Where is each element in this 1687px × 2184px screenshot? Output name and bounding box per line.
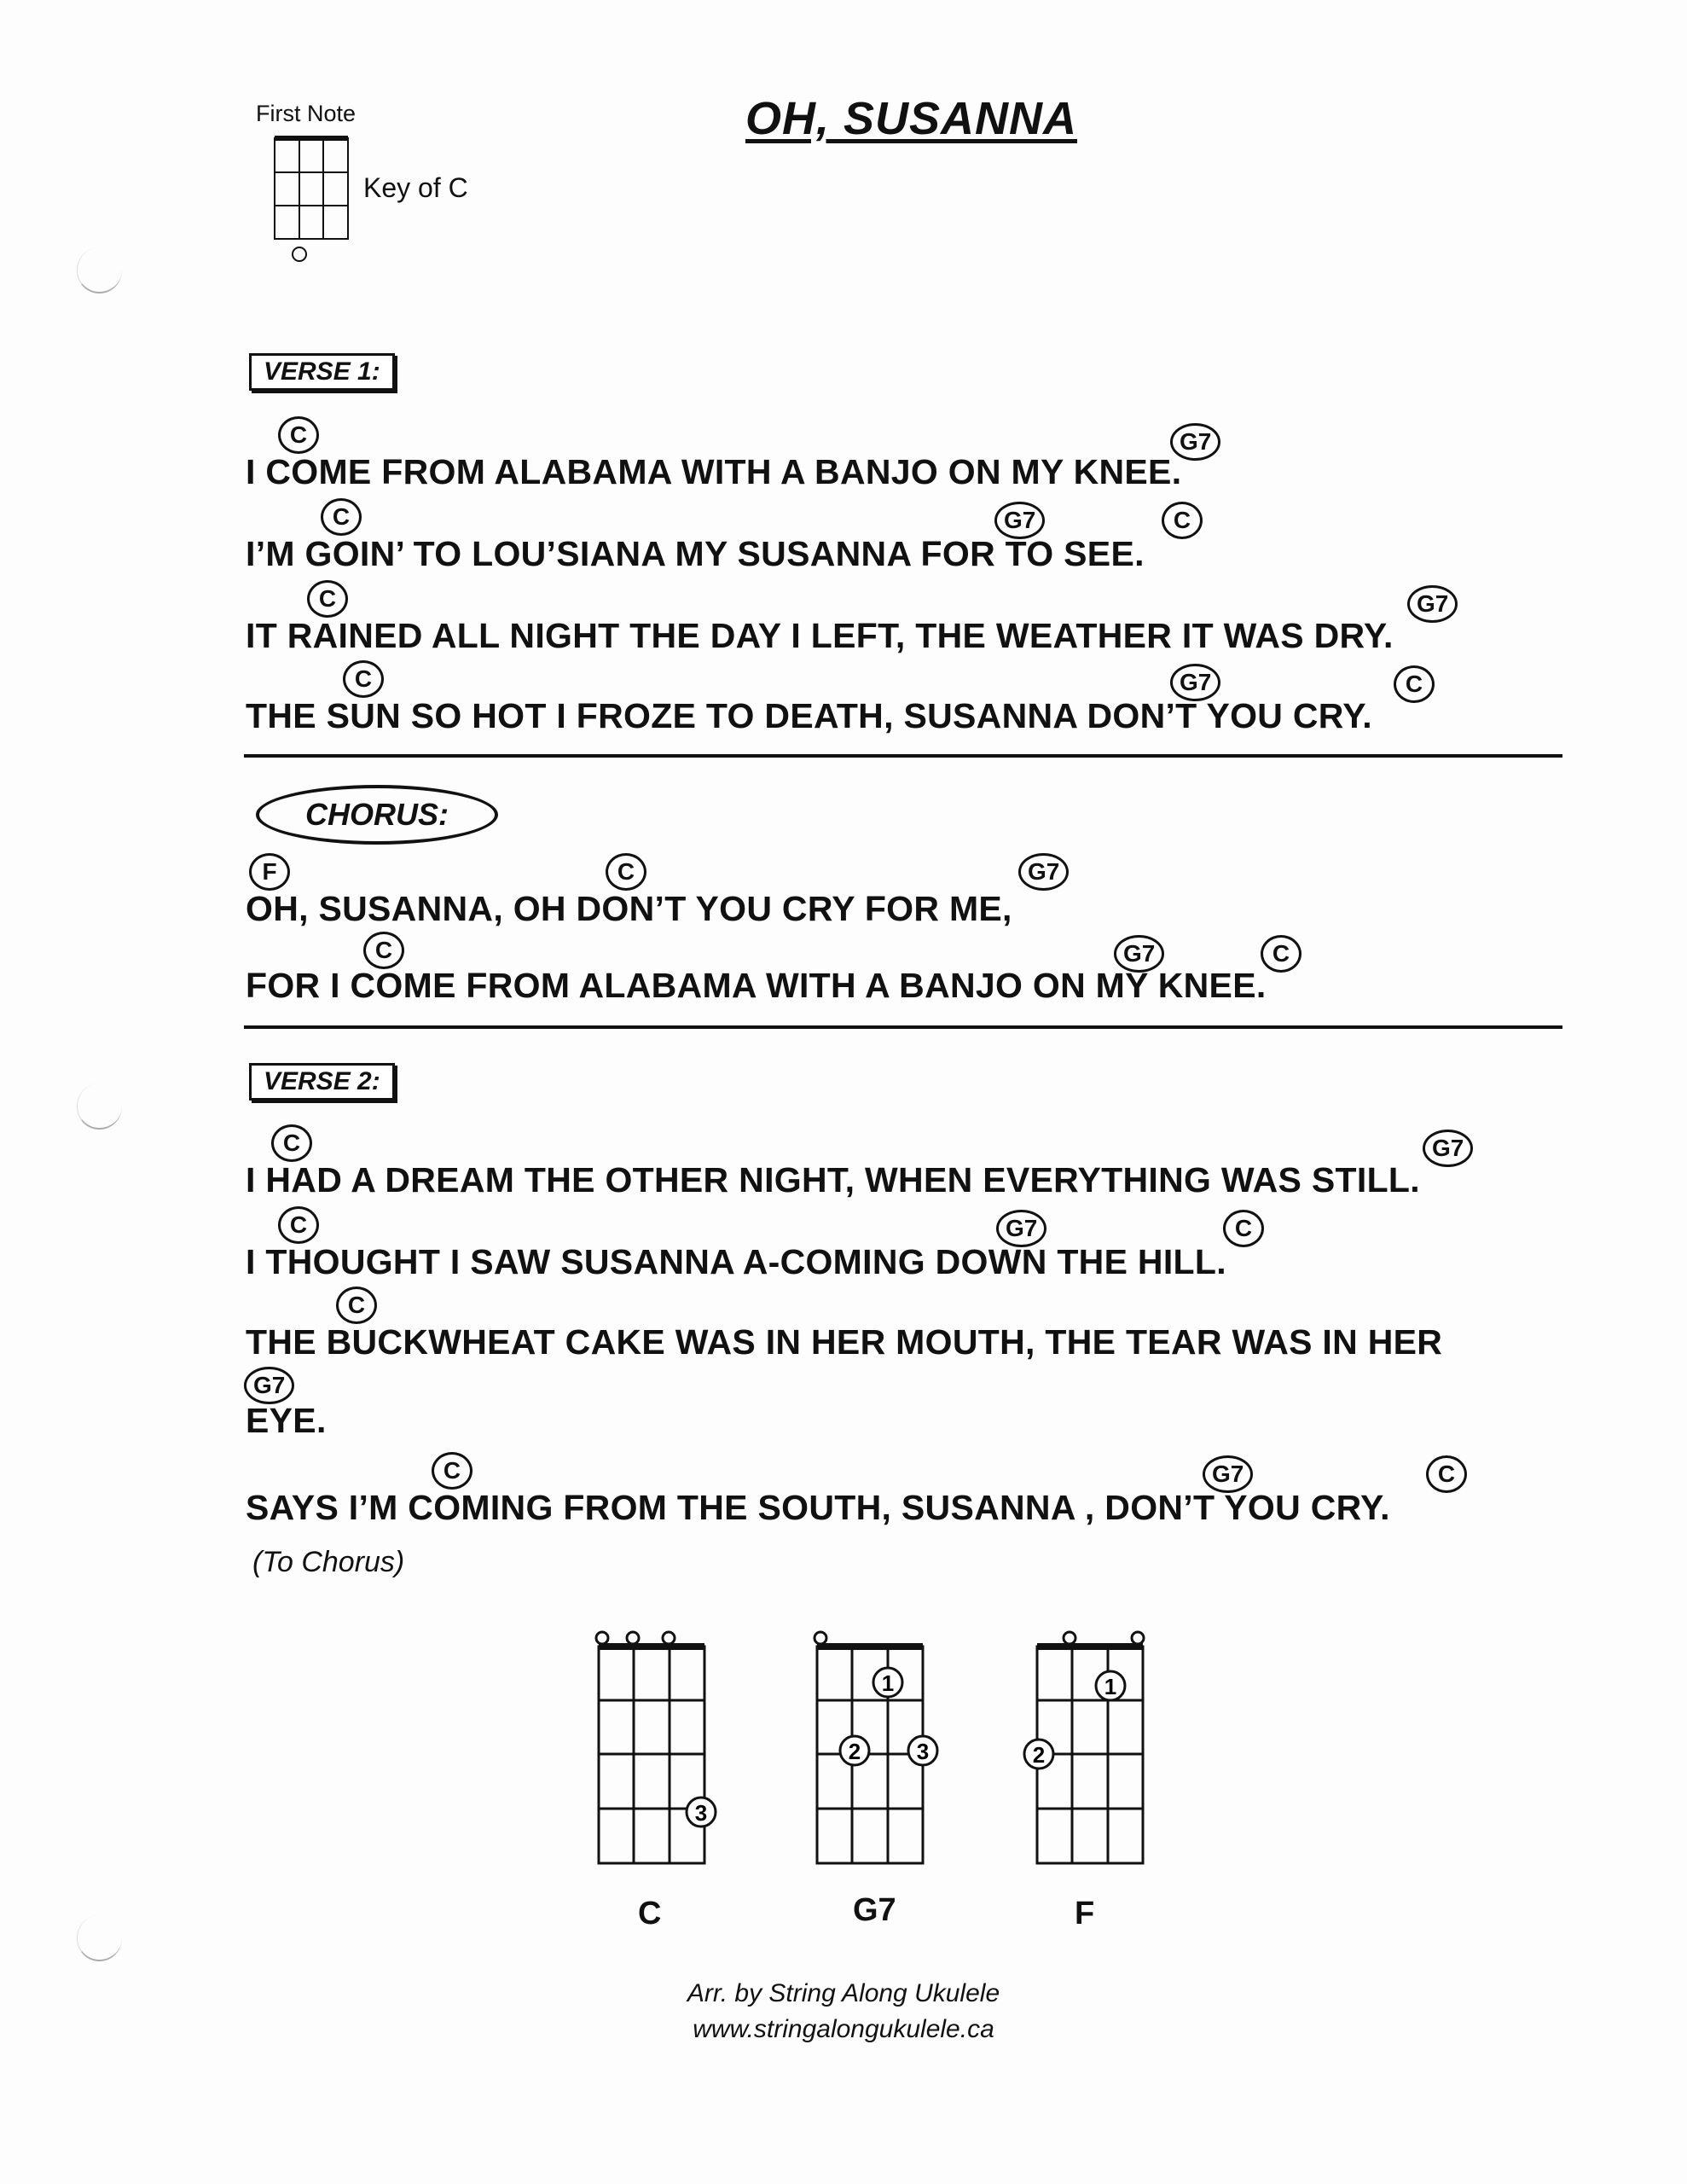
verse2-line1: I HAD A DREAM THE OTHER NIGHT, WHEN EVERYTHING WAS STILL. — [246, 1160, 1420, 1199]
chord-name-c: C — [638, 1896, 662, 1931]
first-note-diagram — [271, 135, 353, 271]
chord-c: C — [278, 1206, 319, 1244]
chord-c: C — [1426, 1455, 1467, 1493]
verse2-line5: SAYS I’M COMING FROM THE SOUTH, SUSANNA , DON’T YOU CRY. — [246, 1488, 1390, 1527]
chorus-label: CHORUS: — [256, 785, 498, 845]
verse2-line4: EYE. — [246, 1401, 327, 1440]
binder-hole-top — [77, 247, 122, 293]
verse1-line1: I COME FROM ALABAMA WITH A BANJO ON MY KNEE. — [246, 452, 1182, 491]
binder-hole-bottom — [77, 1915, 122, 1961]
chord-name-g7: G7 — [853, 1892, 896, 1928]
chord-g7: G7 — [1018, 853, 1069, 891]
verse2-line3: THE BUCKWHEAT CAKE WAS IN HER MOUTH, THE TEAR WAS IN HER — [246, 1322, 1443, 1362]
verse2-line2: I THOUGHT I SAW SUSANNA A-COMING DOWN THE HILL. — [246, 1242, 1226, 1281]
chord-c: C — [1223, 1210, 1264, 1247]
chord-diagram-c — [588, 1626, 725, 1872]
verse2-label: VERSE 2: — [249, 1063, 395, 1101]
website-url: www.stringalongukulele.ca — [693, 2015, 994, 2043]
chorus-line2: FOR I COME FROM ALABAMA WITH A BANJO ON MY KNEE. — [246, 966, 1267, 1005]
chord-c: C — [363, 932, 404, 969]
chorus-line1: OH, SUSANNA, OH DON’T YOU CRY FOR ME, — [246, 889, 1012, 928]
chord-g7: G7 — [1170, 664, 1220, 701]
chord-c: C — [278, 416, 319, 454]
finger-1: 1 — [881, 1670, 895, 1696]
finger-3: 3 — [916, 1739, 930, 1764]
chord-g7: G7 — [1423, 1130, 1473, 1167]
divider — [244, 1025, 1562, 1029]
chord-c: C — [1394, 665, 1435, 703]
chord-g7: G7 — [244, 1367, 294, 1404]
verse1-line4: THE SUN SO HOT I FROZE TO DEATH, SUSANNA DON’T YOU CRY. — [246, 696, 1372, 735]
first-note-label: First Note — [256, 101, 357, 126]
chord-g7: G7 — [1114, 935, 1164, 973]
chord-g7: G7 — [1407, 585, 1458, 623]
song-title: OH, SUSANNA — [745, 93, 1078, 144]
chord-c: C — [307, 580, 348, 618]
chord-g7: G7 — [1170, 423, 1220, 461]
credit-text: Arr. by String Along Ukulele — [687, 1979, 1000, 2007]
finger-2: 2 — [1032, 1742, 1046, 1768]
chord-c: C — [1261, 935, 1301, 973]
chord-g7: G7 — [996, 1210, 1046, 1247]
chord-c: C — [1162, 502, 1203, 539]
chord-c: C — [271, 1124, 312, 1162]
verse1-line3: IT RAINED ALL NIGHT THE DAY I LEFT, THE WEATHER IT WAS DRY. — [246, 616, 1394, 655]
key-label: Key of C — [363, 172, 468, 203]
chord-c: C — [432, 1452, 472, 1490]
binder-hole-middle — [77, 1083, 122, 1130]
chord-c: C — [606, 853, 646, 891]
chord-name-f: F — [1075, 1896, 1095, 1931]
chord-c: C — [321, 498, 362, 536]
finger-2: 2 — [848, 1739, 861, 1764]
chord-diagram-f — [1022, 1626, 1158, 1872]
chord-c: C — [336, 1287, 377, 1324]
verse1-label: VERSE 1: — [249, 353, 395, 391]
chord-diagram-g7 — [807, 1626, 943, 1872]
chord-c: C — [343, 660, 384, 698]
to-chorus-note: (To Chorus) — [252, 1546, 405, 1578]
chord-g7: G7 — [1203, 1455, 1253, 1493]
finger-1: 1 — [1104, 1674, 1117, 1699]
finger-3: 3 — [694, 1800, 708, 1826]
chord-f: F — [249, 853, 290, 891]
divider — [244, 754, 1562, 758]
verse1-line2: I’M GOIN’ TO LOU’SIANA MY SUSANNA FOR TO SEE. — [246, 534, 1145, 573]
chord-g7: G7 — [994, 502, 1045, 539]
